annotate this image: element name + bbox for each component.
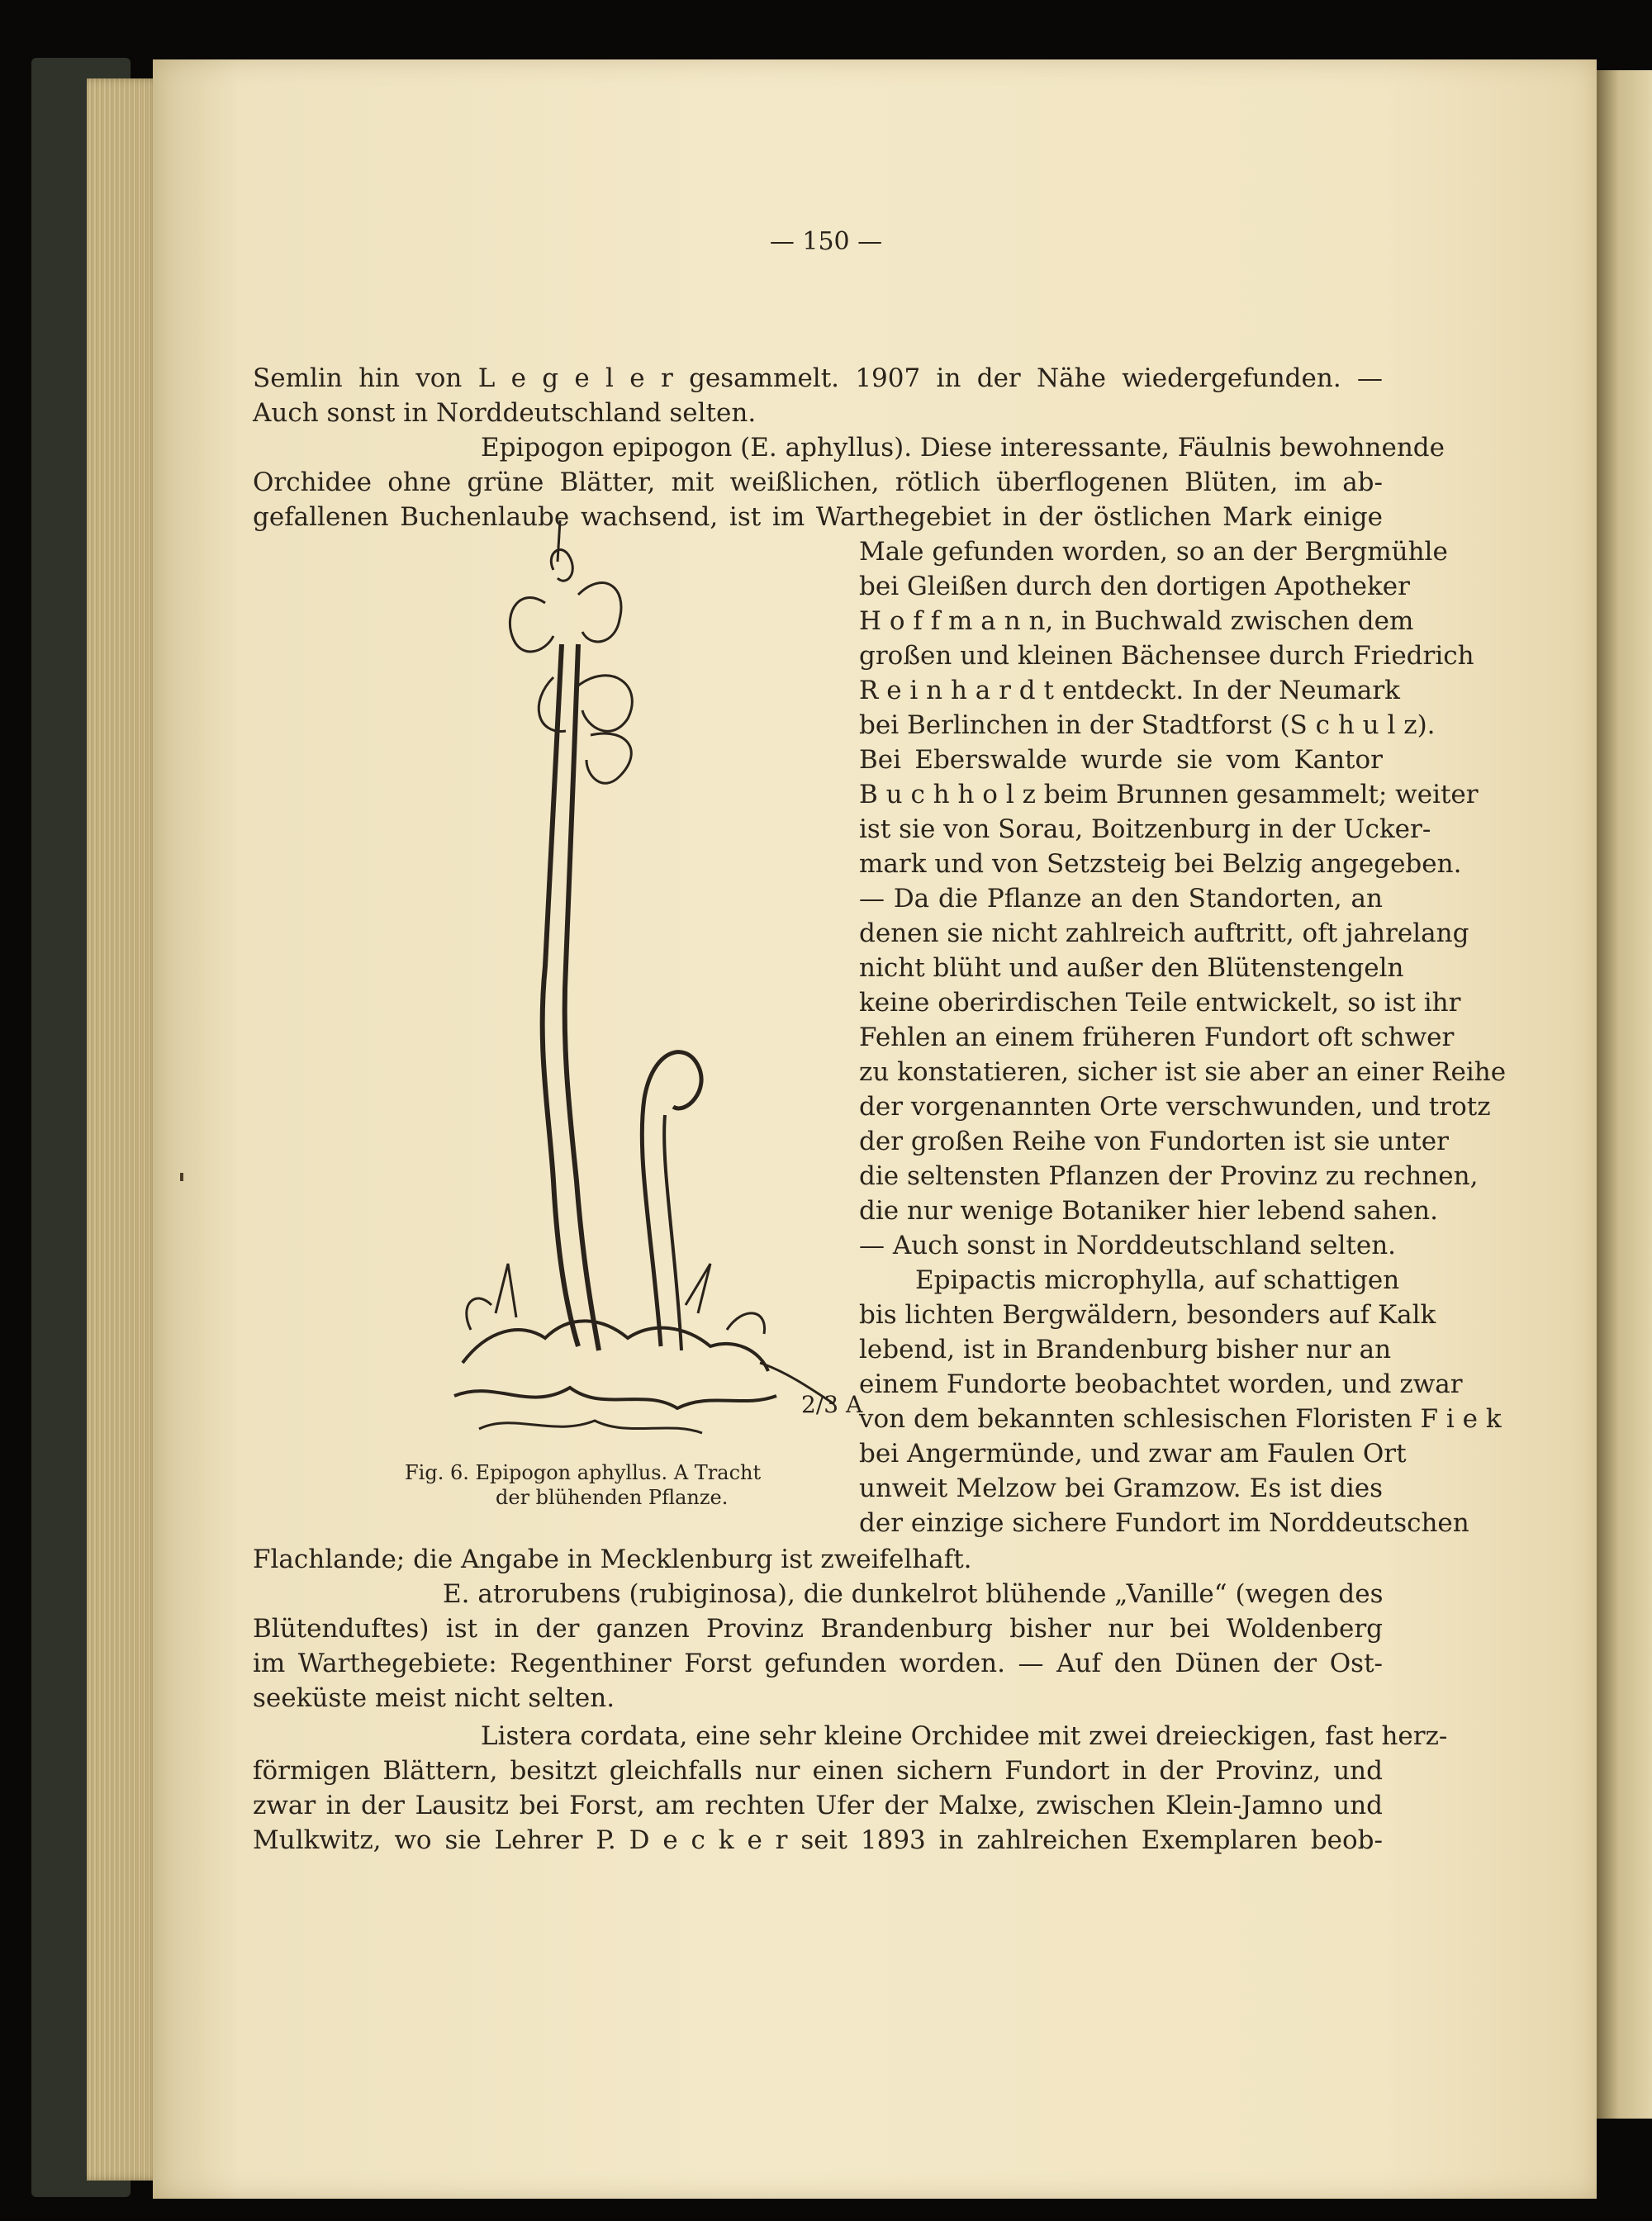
text-line: förmigen Blättern, besitzt gleichfalls nur einen sichern Fundort in der Provinz, und xyxy=(253,1756,1383,1786)
text-line: denen sie nicht zahlreich auftritt, oft jahrelang xyxy=(859,918,1469,948)
text-line: nicht blüht und außer den Blütenstengeln xyxy=(859,953,1404,983)
text-line: der einzige sichere Fundort im Norddeutschen xyxy=(859,1508,1469,1538)
text-line: Orchidee ohne grüne Blätter, mit weißlichen, rötlich überflogenen Blüten, im ab- xyxy=(253,467,1383,497)
text-line: großen und kleinen Bächensee durch Friedrich xyxy=(859,641,1474,671)
text-line: bei Gleißen durch den dortigen Apotheker xyxy=(859,572,1410,601)
text-line: R e i n h a r d t entdeckt. In der Neumark xyxy=(859,676,1400,705)
text-line: von dem bekannten schlesischen Floristen F i e k xyxy=(859,1404,1502,1434)
page-edges xyxy=(87,78,161,2181)
text-line: Fehlen an einem früheren Fundort oft schwer xyxy=(859,1023,1455,1052)
text-line: bei Berlinchen in der Stadtforst (S c h u l z). xyxy=(859,710,1436,740)
text-line: Bei Eberswalde wurde sie vom Kantor xyxy=(859,745,1383,775)
text-line: Blütenduftes) ist in der ganzen Provinz Brandenburg bisher nur bei Woldenberg xyxy=(253,1614,1383,1644)
text-line: im Warthegebiete: Regenthiner Forst gefunden worden. — Auf den Dünen der Ost- xyxy=(253,1649,1383,1678)
text-line: Listera cordata, eine sehr kleine Orchidee mit zwei dreieckigen, fast herz- xyxy=(481,1721,1448,1751)
page-mark xyxy=(180,1173,183,1181)
page-number: — 150 — xyxy=(769,227,883,256)
text-line: der vorgenannten Orte verschwunden, und trotz xyxy=(859,1092,1491,1122)
figure-label: 2/3 A xyxy=(801,1391,863,1418)
text-line: B u c h h o l z beim Brunnen gesammelt; weiter xyxy=(859,780,1479,809)
text-line: zwar in der Lausitz bei Forst, am rechten Ufer der Malxe, zwischen Klein-Jamno und xyxy=(253,1791,1383,1820)
text-line: die nur wenige Botaniker hier lebend sahen. xyxy=(859,1196,1438,1226)
text-line: Flachlande; die Angabe in Mecklenburg ist zweifelhaft. xyxy=(253,1545,972,1574)
text-line: die seltensten Pflanzen der Provinz zu rechnen, xyxy=(859,1161,1479,1191)
text-line: E. atrorubens (rubiginosa), die dunkelrot blühende „Vanille“ (wegen des xyxy=(443,1579,1384,1609)
text-line: ist sie von Sorau, Boitzenburg in der Ucker- xyxy=(859,814,1431,844)
text-line: Male gefunden worden, so an der Bergmühle xyxy=(859,537,1448,567)
text-line: — Da die Pflanze an den Standorten, an xyxy=(859,884,1383,914)
text-line: einem Fundorte beobachtet worden, und zwar xyxy=(859,1369,1463,1399)
orchid-illustration xyxy=(413,537,863,1454)
text-line: H o f f m a n n, in Buchwald zwischen dem xyxy=(859,606,1414,636)
text-line: Semlin hin von L e g e l e r gesammelt. 1907 in der Nähe wiedergefunden. — xyxy=(253,363,1383,393)
text-line: mark und von Setzsteig bei Belzig angegeben. xyxy=(859,849,1462,879)
text-line: — Auch sonst in Norddeutschland selten. xyxy=(859,1231,1397,1260)
text-line: unweit Melzow bei Gramzow. Es ist dies xyxy=(859,1474,1383,1503)
text-line: der großen Reihe von Fundorten ist sie unter xyxy=(859,1127,1449,1156)
figure-caption xyxy=(405,1460,834,1510)
text-line: keine oberirdischen Teile entwickelt, so ist ihr xyxy=(859,988,1461,1018)
caption-line: Fig. 6. Epipogon aphyllus. A Tracht xyxy=(405,1461,762,1484)
text-line: Auch sonst in Norddeutschland selten. xyxy=(253,398,757,428)
text-line: zu konstatieren, sicher ist sie aber an einer Reihe xyxy=(859,1057,1507,1087)
text-line: bei Angermünde, und zwar am Faulen Ort xyxy=(859,1439,1407,1469)
text-line: Epipactis microphylla, auf schattigen xyxy=(915,1265,1400,1295)
facing-page-edge xyxy=(1597,70,1652,2119)
text-line: lebend, ist in Brandenburg bisher nur an xyxy=(859,1335,1392,1364)
text-line: Mulkwitz, wo sie Lehrer P. D e c k e r seit 1893 in zahlreichen Exemplaren beob- xyxy=(253,1825,1383,1855)
text-line: Epipogon epipogon (E. aphyllus). Diese interessante, Fäulnis bewohnende xyxy=(481,433,1445,463)
text-line: seeküste meist nicht selten. xyxy=(253,1683,615,1713)
caption-line: der blühenden Pflanze. xyxy=(496,1486,729,1509)
text-line: bis lichten Bergwäldern, besonders auf Kalk xyxy=(859,1300,1436,1330)
text-line: gefallenen Buchenlaube wachsend, ist im Warthegebiet in der östlichen Mark einige xyxy=(253,502,1383,532)
